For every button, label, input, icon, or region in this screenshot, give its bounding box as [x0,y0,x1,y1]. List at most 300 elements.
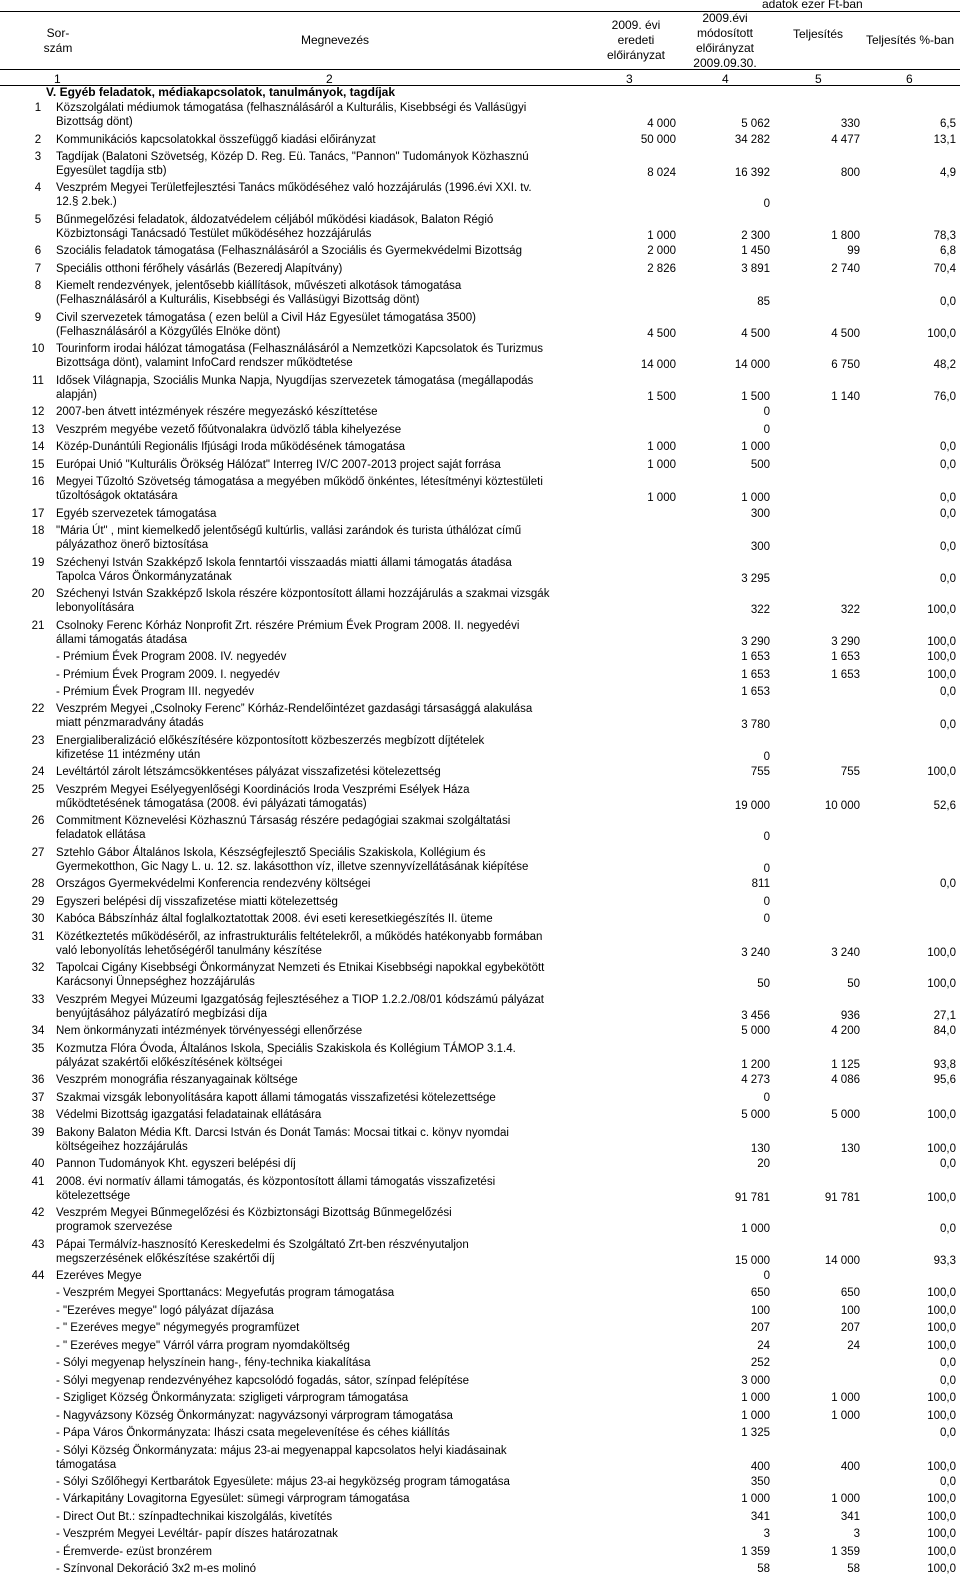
row-description [56,475,616,503]
performance-percent-cell: 100,0 [927,1409,956,1422]
performance-cell: 5 000 [831,1109,860,1122]
performance-percent-cell: 6,5 [940,118,956,131]
row-description [56,440,616,454]
performance-cell: 1 653 [831,668,860,681]
row-description [56,846,616,874]
performance-percent-cell: 0,0 [940,1374,956,1387]
description-line: támogatása [56,1458,117,1471]
header-line: módosított [696,26,754,40]
description-line: Kabóca Bábszínház által foglalkoztatottak 2008. évi eseti keresetkiegészítés II. üteme [56,913,493,926]
row-number: 43 [31,1238,45,1251]
modified-appropriation-cell: 300 [750,541,770,554]
row-description [56,133,616,147]
modified-appropriation-cell: 3 456 [741,1009,770,1022]
performance-percent-cell: 0,0 [940,878,956,891]
row-number: 17 [31,507,45,520]
description-line: - Prémium Évek Program 2008. IV. negyedév [56,651,287,664]
row-number: 26 [31,815,45,828]
column-number-3: 3 [626,72,633,86]
performance-percent-cell: 100,0 [927,766,956,779]
performance-percent-cell: 0,0 [940,572,956,585]
row-description [56,814,616,842]
description-line: Szakmai vizsgák lebonyolítására kapott állami támogatás visszafizetési kötelezettsége [56,1091,496,1104]
row-number: 15 [31,458,45,471]
performance-percent-cell: 100,0 [927,1460,956,1473]
performance-percent-cell: 100,0 [927,1142,956,1155]
row-number: 41 [31,1175,45,1188]
performance-percent-cell: 0,0 [940,1476,956,1488]
description-line: Bakony Balaton Média Kft. Darcsi István és Donát Tamás: Mocsai titkai c. könyv nyomdai [56,1126,509,1139]
row-description [56,213,616,241]
row-number: 8 [34,280,42,293]
row-description [56,262,616,276]
performance-percent-cell: 93,3 [933,1254,956,1267]
modified-appropriation-cell: 300 [750,507,770,520]
description-line: Egyszeri belépési díj visszafizetése miatti kötelezettség [56,895,338,908]
performance-percent-cell: 0,0 [940,541,956,554]
row-description [56,1545,616,1559]
performance-cell: 4 477 [831,133,860,146]
description-line: - Prémium Évek Program 2009. I. negyedév [56,668,280,681]
row-number: 14 [31,441,45,454]
row-number: 35 [31,1042,45,1055]
description-line: Ezeréves Megye [56,1270,142,1282]
modified-appropriation-cell: 3 000 [741,1374,770,1387]
performance-cell: 50 [847,978,860,991]
row-description [56,783,616,811]
description-line: 2008. évi normatív állami támogatás, és központosított állami támogatás visszafizetési [56,1175,496,1188]
original-appropriation-cell: 4 500 [647,327,676,340]
row-number: 38 [31,1109,45,1122]
description-line: Közbiztonsági Tanácsadó Testület működéséhez hozzájárulás [56,227,372,240]
row-description [56,342,616,370]
performance-cell: 3 240 [831,946,860,959]
description-line: (Felhasználásáról a Kulturális, Kisebbségi és Vallásügyi Bizottság dönt) [56,294,420,307]
modified-appropriation-cell: 100 [750,1304,770,1317]
modified-appropriation-cell: 24 [757,1339,770,1352]
modified-appropriation-cell: 34 282 [734,133,770,146]
row-number: 23 [31,734,45,747]
row-number: 5 [34,213,42,226]
description-line: - Színvonal Dekoráció 3x2 m-es molinó [56,1563,257,1576]
modified-appropriation-cell: 1 000 [741,441,770,454]
row-description [56,1073,616,1087]
description-line: - Sólyi Község Önkormányzata: május 23-ai megyenappal kapcsolatos helyi kiadásainak [56,1444,507,1457]
description-line: Pápai Termálvíz-hasznosító Kereskedelmi és Szolgáltató Zrt-ben részvényutaljon [56,1238,469,1251]
original-appropriation-cell: 1 000 [647,458,676,471]
performance-percent-cell: 100,0 [927,651,956,664]
row-number: 18 [31,525,45,538]
header-col-megnevezes [270,33,400,48]
row-number: 4 [34,182,42,195]
performance-percent-cell: 100,0 [927,635,956,648]
description-line: - Éremverde- ezüst bronzérem [56,1545,212,1558]
modified-appropriation-cell: 130 [750,1142,770,1155]
description-line: pályázat szakértői előkészítésének költségei [56,1056,283,1069]
description-line: - "Ezeréves megye" logó pályázat díjazása [56,1304,274,1317]
row-number: 22 [31,703,45,716]
header-col-modositott [682,11,768,71]
description-line: Bizottság dönt) [56,116,133,128]
performance-cell: 341 [840,1510,860,1523]
row-description [56,912,616,926]
column-number-5: 5 [815,72,822,86]
modified-appropriation-cell: 14 000 [734,359,770,372]
performance-percent-cell: 93,8 [933,1058,956,1071]
row-description [56,1426,616,1440]
description-line: Kozmutza Flóra Óvoda, Általános Iskola, Speciális Szakiskola és Kollégium TÁMOP 3.1.4. [56,1042,516,1055]
modified-appropriation-cell: 1 000 [741,492,770,505]
modified-appropriation-cell: 1 000 [741,1409,770,1422]
description-line: Széchenyi István Szakképző Iskola fenntartói visszaadás miatti állami támogatás átadása [56,556,512,569]
performance-cell: 330 [840,118,860,131]
modified-appropriation-cell: 1 653 [741,651,770,664]
description-line: Kiemelt rendezvények, jelentősebb kiállítások, művészeti alkotások támogatása [56,280,462,293]
description-line: Európai Unió "Kulturális Örökség Hálózat" Interreg IV/C 2007-2013 project saját forrása [56,458,501,471]
modified-appropriation-cell: 1 653 [741,668,770,681]
performance-percent-cell: 0,0 [940,296,956,309]
row-number: 11 [32,374,44,387]
performance-percent-cell: 100,0 [927,978,956,991]
column-number-1: 1 [54,72,61,86]
performance-percent-cell: 100,0 [927,1563,956,1576]
row-number: 10 [31,343,45,356]
row-description [56,244,616,258]
column-number-2: 2 [326,72,333,86]
modified-appropriation-cell: 0 [763,862,770,875]
budget-table-body [0,101,960,1576]
row-description [56,1024,616,1038]
row-number: 20 [31,588,45,601]
original-appropriation-cell: 1 000 [647,492,676,505]
description-line: kifizetése 11 intézmény után [56,748,201,761]
description-line: - Sólyi Szőlőhegyi Kertbarátok Egyesülete: május 23-ai hegyközség program támogatása [56,1476,510,1488]
row-description [56,1444,616,1472]
row-description [56,101,616,129]
header-line: eredeti [617,33,655,47]
original-appropriation-cell: 1 000 [647,441,676,454]
modified-appropriation-cell: 3 891 [741,262,770,275]
row-description [56,1286,616,1300]
performance-percent-cell: 100,0 [927,327,956,340]
header-top-rule [0,11,960,12]
performance-cell: 130 [840,1142,860,1155]
header-line: 2009. évi [611,18,661,32]
row-description [56,877,616,891]
modified-appropriation-cell: 4 500 [741,327,770,340]
original-appropriation-cell: 1 000 [647,229,676,242]
performance-cell: 400 [840,1460,860,1473]
original-appropriation-cell: 1 500 [647,390,676,403]
performance-cell: 1 359 [831,1545,860,1558]
performance-percent-cell: 100,0 [927,1528,956,1541]
performance-cell: 1 140 [831,390,860,403]
performance-cell: 14 000 [824,1254,860,1267]
performance-percent-cell: 100,0 [927,1493,956,1506]
modified-appropriation-cell: 15 000 [734,1254,770,1267]
description-line: Veszprém Megyei Esélyegyenlőségi Koordinációs Iroda Veszprémi Esélyek Háza [56,783,470,796]
performance-cell: 6 750 [831,359,860,372]
row-number: 3 [34,150,42,163]
modified-appropriation-cell: 85 [757,296,770,309]
description-line: - Szigliget Község Önkormányzata: szigligeti várprogram támogatása [56,1392,409,1405]
description-line: - Sólyi megyenap helyszínein hang-, fény-technika kiakalítása [56,1357,371,1370]
performance-cell: 4 500 [831,327,860,340]
row-description [56,685,616,699]
performance-cell: 4 200 [831,1025,860,1038]
modified-appropriation-cell: 650 [750,1287,770,1300]
description-line: - Veszprém Megyei Levéltár- papír díszes határozatnak [56,1528,338,1541]
description-line: lebonyolítására [56,602,134,615]
description-line: Egyéb szervezetek támogatása [56,507,217,520]
section-title: V. Egyéb feladatok, médiakapcsolatok, tanulmányok, tagdíjak [46,85,396,99]
modified-appropriation-cell: 0 [763,750,770,763]
description-line: tűzoltóságok oktatására [56,490,178,503]
row-number: 12 [31,406,45,419]
row-description [56,524,616,552]
row-number: 31 [31,930,45,943]
description-line: Védelmi Bizottság igazgatási feladatainak ellátására [56,1109,322,1122]
row-description [56,1091,616,1105]
description-line: 2007-ben átvett intézmények részére megyezáskó készíttetése [56,406,378,419]
row-description [56,1304,616,1318]
row-description [56,405,616,419]
modified-appropriation-cell: 207 [750,1322,770,1335]
modified-appropriation-cell: 5 000 [741,1109,770,1122]
description-line: Civil szervezetek támogatása ( ezen belül a Civil Ház Egyesület támogatása 3500) [56,311,476,324]
row-number: 40 [31,1158,45,1171]
description-line: költségeihez hozzájárulás [56,1140,188,1153]
row-description [56,993,616,1021]
modified-appropriation-cell: 252 [750,1357,770,1370]
performance-percent-cell: 27,1 [933,1009,956,1022]
row-number: 42 [31,1207,45,1219]
row-number: 21 [31,619,45,632]
row-description [56,961,616,989]
performance-percent-cell: 0,0 [940,1357,956,1370]
performance-percent-cell: 100,0 [927,1287,956,1300]
description-line: Commitment Köznevelési Közhasznú Társaság részére pedagógiai szakmai szolgáltatási [56,815,511,828]
row-number: 7 [34,262,42,275]
modified-appropriation-cell: 500 [750,458,770,471]
header-bottom-rule [0,69,960,70]
description-line: Közép-Dunántúli Regionális Ifjúsági Iroda működésének támogatása [56,441,406,454]
row-description [56,1339,616,1353]
modified-appropriation-cell: 3 290 [741,635,770,648]
description-line: Sztehlo Gábor Általános Iskola, Készségfejlesztő Speciális Szakiskola, Kollégium és [56,846,486,859]
performance-cell: 1 000 [831,1392,860,1405]
row-description [56,150,616,178]
description-line: Közszolgálati médiumok támogatása (felhasználásáról a Kulturális, Kisebbségi és Vallásügyi [56,102,527,114]
modified-appropriation-cell: 811 [751,878,770,891]
row-description [56,279,616,307]
performance-percent-cell: 100,0 [927,1109,956,1122]
description-line: Veszprém megyébe vezető főútvonalakra üdvözlő tábla kihelyezése [56,423,402,436]
description-line: Veszprém Megyei Bűnmegelőzési és Közbiztonsági Bizottság Bűnmegelőzési [56,1207,452,1219]
description-line: - Sólyi megyenap rendezvényéhez kapcsolódó fogadás, sátor, színpad felépítése [56,1374,469,1387]
row-number: 16 [31,476,45,489]
performance-percent-cell: 95,6 [933,1074,956,1087]
description-line: Tapolcai Cigány Kisebbségi Önkormányzat Nemzeti és Etnikai Kisebbségi napokkal egybekötött [56,962,545,975]
performance-cell: 1 653 [831,651,860,664]
unit-note: adatok ezer Ft-ban [762,0,863,11]
performance-percent-cell: 100,0 [927,1191,956,1204]
row-description [56,556,616,584]
modified-appropriation-cell: 1 500 [741,390,770,403]
row-number: 44 [31,1270,45,1282]
row-description [56,1510,616,1524]
modified-appropriation-cell: 1 000 [741,1223,770,1236]
header-line: Teljesítés %-ban [865,33,955,47]
modified-appropriation-cell: 0 [763,1091,770,1104]
description-line: kötelezettsége [56,1189,131,1202]
header-line: Sor- [46,26,70,40]
header-line: szám [43,41,73,55]
description-line: benyújtásához pályázatíró megbízási díja [56,1007,267,1020]
header-col-eredeti [596,18,676,63]
description-line: Veszprém Megyei Múzeumi Igazgatóság fejlesztéséhez a TIOP 1.2.2./08/01 kódszámú pályázat [56,993,544,1006]
description-line: Nem önkormányzati intézmények törvényességi ellenőrzése [56,1025,363,1038]
description-line: - " Ezeréves megye" négymegyés programfüzet [56,1322,300,1335]
description-line: Csolnoky Ferenc Kórház Nonprofit Zrt. részére Prémium Évek Program 2008. II. negyedévi [56,619,520,632]
row-number: 37 [31,1091,45,1104]
header-line: 2009.évi [702,11,748,25]
header-line: előirányzat [606,48,666,62]
description-line: Széchenyi István Szakképző Iskola részére központosított állami hozzájárulás a szakmai vizsgák [56,588,550,601]
description-line: - " Ezeréves megye" Várról várra program nyomdaköltség [56,1339,350,1352]
row-description [56,587,616,615]
header-line: 2009.09.30. [693,56,757,70]
row-number: 29 [31,895,45,908]
description-line: Karácsonyi Ünnepséghez hozzájárulás [56,976,255,989]
row-description [56,765,616,779]
modified-appropriation-cell: 5 062 [741,118,770,131]
modified-appropriation-cell: 91 781 [734,1191,770,1204]
modified-appropriation-cell: 3 240 [741,946,770,959]
row-description [56,1238,616,1266]
original-appropriation-cell: 2 000 [647,245,676,258]
original-appropriation-cell: 50 000 [640,133,676,146]
row-number: 13 [31,423,45,436]
performance-percent-cell: 100,0 [927,1392,956,1405]
description-line: állami támogatás átadása [56,633,188,646]
description-line: alapján) [56,388,97,401]
performance-percent-cell: 52,6 [933,799,956,812]
description-line: - Direct Out Bt.: színpadtechnikai kiszolgálás, kivetítés [56,1510,333,1523]
description-line: Közétkeztetés működéséről, az infrastrukturális feltételekről, a működés hatékonyabb formában [56,930,543,943]
row-description [56,181,616,209]
modified-appropriation-cell: 0 [763,895,770,908]
row-number: 30 [31,913,45,926]
column-number-6: 6 [906,72,913,86]
row-description [56,458,616,472]
performance-percent-cell: 0,0 [940,507,956,520]
performance-cell: 936 [840,1009,860,1022]
modified-appropriation-cell: 3 [763,1528,770,1541]
header-col-teljesites-pct [860,33,960,48]
performance-cell: 800 [840,166,860,179]
row-description [56,702,616,730]
description-line: működtetésének támogatása (2008. évi pályázati támogatás) [56,797,367,810]
description-line: - Várkapitány Lovagitorna Egyesület: sümegi várprogram támogatása [56,1493,410,1506]
modified-appropriation-cell: 1 325 [741,1427,770,1440]
description-line: feladatok ellátása [56,829,146,842]
performance-percent-cell: 70,4 [933,262,956,275]
row-description [56,1409,616,1423]
description-line: - Prémium Évek Program III. negyedév [56,686,255,698]
performance-percent-cell: 100,0 [927,1304,956,1317]
description-line: Tapolca Város Önkormányzatának [56,570,232,583]
row-number: 36 [31,1074,45,1087]
modified-appropriation-cell: 1 450 [741,245,770,258]
row-description [56,1321,616,1335]
description-line: megszerzésének előkészítése szakértői díj [56,1252,275,1265]
modified-appropriation-cell: 4 273 [741,1074,770,1087]
row-description [56,1527,616,1541]
description-line: pályázathoz önerő biztosítása [56,539,209,552]
row-number: 28 [31,878,45,891]
performance-cell: 100 [840,1304,860,1317]
performance-cell: 755 [840,766,860,779]
performance-cell: 24 [847,1339,860,1352]
row-number: 32 [31,962,45,975]
performance-percent-cell: 100,0 [927,1545,956,1558]
modified-appropriation-cell: 0 [763,198,770,211]
description-line: Szociális feladatok támogatása (Felhasználásáról a Szociális és Gyermekvédelmi Bizottság [56,245,522,258]
row-description [56,734,616,762]
description-line: - Nagyvázsony Község Önkormányzat: nagyvázsonyi várprogram támogatása [56,1409,453,1422]
description-line: Veszprém monográfia részanyagainak költsége [56,1074,298,1087]
row-description [56,1126,616,1154]
modified-appropriation-cell: 5 000 [741,1025,770,1038]
modified-appropriation-cell: 20 [757,1158,770,1171]
modified-appropriation-cell: 1 000 [741,1493,770,1506]
description-line: Idősek Világnapja, Szociális Munka Napja, Nyugdíjas szervezetek támogatása (megállapodás [56,374,534,387]
modified-appropriation-cell: 0 [763,406,770,419]
row-number: 1 [34,102,42,114]
performance-percent-cell: 100,0 [927,1339,956,1352]
modified-appropriation-cell: 2 300 [741,229,770,242]
row-description [56,311,616,339]
performance-percent-cell: 0,0 [940,1427,956,1440]
modified-appropriation-cell: 58 [757,1563,770,1576]
performance-percent-cell: 78,3 [933,229,956,242]
modified-appropriation-cell: 1 653 [741,686,770,698]
description-line: Egyesület tagdíja stb) [56,164,167,177]
performance-cell: 10 000 [824,799,860,812]
row-number: 19 [31,556,45,569]
modified-appropriation-cell: 3 295 [741,572,770,585]
performance-percent-cell: 6,8 [940,245,956,258]
row-description [56,895,616,909]
description-line: programok szervezése [56,1221,173,1233]
original-appropriation-cell: 4 000 [647,118,676,131]
modified-appropriation-cell: 350 [750,1476,770,1488]
performance-percent-cell: 0,0 [940,719,956,732]
row-description [56,1108,616,1122]
description-line: (Felhasználásáról a Közgyűlés Elnöke dönt) [56,325,281,338]
description-line: Kommunikációs kapcsolatokkal összefüggő kiadási előirányzat [56,133,376,146]
description-line: Veszprém Megyei Területfejlesztési Tanács működéséhez való hozzájárulás (1996.évi XXI. tv. [56,182,532,195]
row-description [56,1492,616,1506]
modified-appropriation-cell: 0 [763,1270,770,1282]
performance-percent-cell: 0,0 [940,441,956,454]
description-line: Megyei Tűzoltó Szövetség támogatása a megyében működő önkéntes, létesítményi köztestületi [56,476,543,489]
description-line: Levéltártól zárolt létszámcsökkentéses pályázat visszafizetési kötelezettség [56,766,441,779]
performance-percent-cell: 100,0 [927,1510,956,1523]
row-description [56,668,616,682]
modified-appropriation-cell: 1 000 [741,1392,770,1405]
